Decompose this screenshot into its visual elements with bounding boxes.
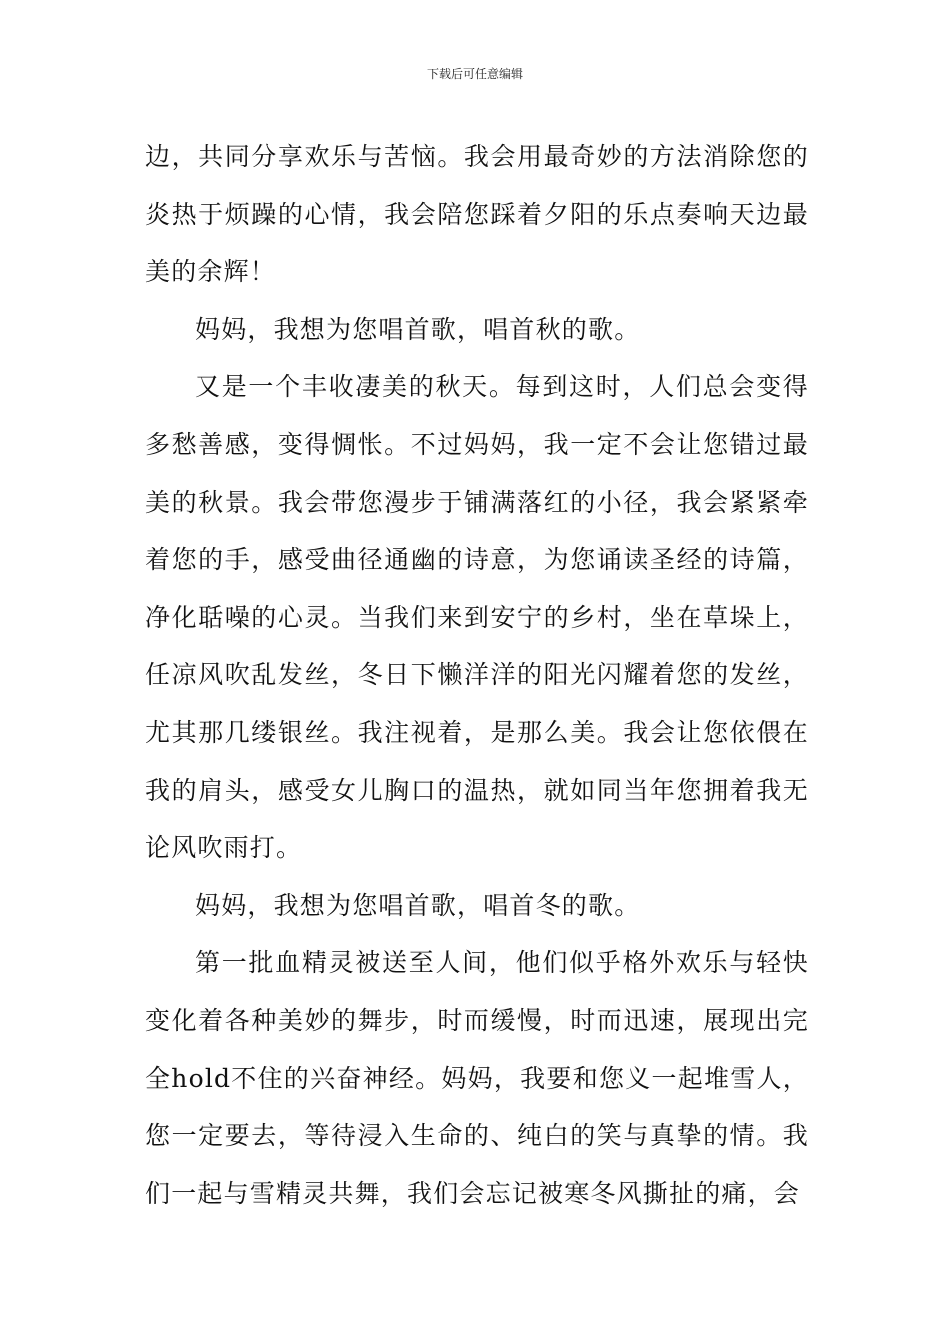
- page-header: 下载后可任意编辑: [426, 67, 523, 81]
- paragraph-winter: 第一批血精灵被送至人间，他们似乎格外欢乐与轻快变化着各种美妙的舞步，时而缓慢，时而迅速，展现出完全hold不住的兴奋神经。妈妈，我要和您义一起堆雪人，您一定要去，等待浸入生命的、纯白的笑与真挚的情。我们一起与雪精灵共舞，我们会忘记被寒冬风撕扯的痛，会: [145, 948, 809, 1208]
- paragraph-continuation: 边，共同分享欢乐与苦恼。我会用最奇妙的方法消除您的炎热于烦躁的心情，我会陪您踩着夕阳的乐点奏响天边最美的余辉！: [145, 142, 809, 287]
- paragraph-autumn: 又是一个丰收凄美的秋天。每到这时，人们总会变得多愁善感，变得惆怅。不过妈妈，我一定不会让您错过最美的秋景。我会带您漫步于铺满落红的小径，我会紧紧牵着您的手，感受曲径通幽的诗意，为您诵读圣经的诗篇，净化聒噪的心灵。当我们来到安宁的乡村，坐在草垛上，任凉风吹乱发丝，冬日下懒洋洋的阳光闪耀着您的发丝，尤其那几缕银丝。我注视着，是那么美。我会让您依偎在我的肩头，感受女儿胸口的温热，就如同当年您拥着我无论风吹雨打。: [145, 372, 809, 863]
- body-text: [145, 128, 809, 1222]
- paragraph-winter-song-heading: 妈妈，我想为您唱首歌，唱首冬的歌。: [195, 890, 641, 920]
- paragraph-autumn-song-heading: 妈妈，我想为您唱首歌，唱首秋的歌。: [195, 314, 641, 344]
